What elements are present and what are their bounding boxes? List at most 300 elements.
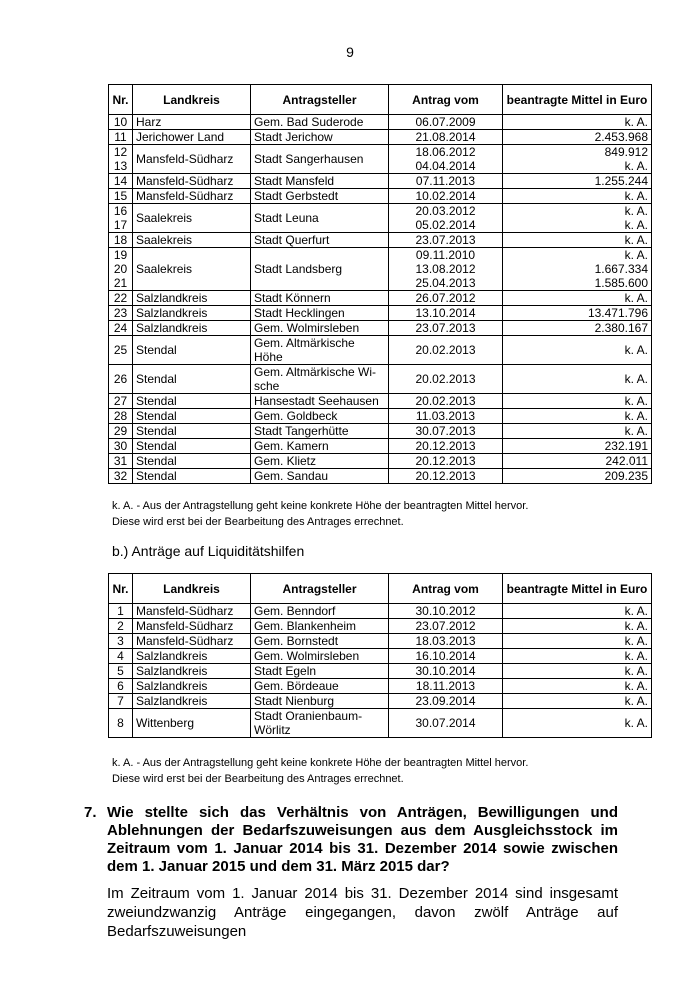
cell-nr xyxy=(109,694,133,709)
mittel-line: k. A. xyxy=(624,634,648,648)
header-antrag-vom: Antrag vom xyxy=(389,574,503,604)
cell-antrag-vom xyxy=(389,409,503,424)
antragsteller-line: Gem. Benndorf xyxy=(254,604,336,618)
cell-nr xyxy=(109,365,133,394)
mittel-line: k. A. xyxy=(624,218,648,232)
antragsteller-line: Hansestadt Seehausen xyxy=(254,394,379,408)
mittel-line: k. A. xyxy=(624,291,648,305)
cell-mittel xyxy=(503,189,652,204)
datum-line: 25.04.2013 xyxy=(415,276,476,290)
table-row xyxy=(109,174,652,189)
cell-antrag-vom xyxy=(389,604,503,619)
mittel-line: k. A. xyxy=(624,343,648,357)
cell-antragsteller xyxy=(251,204,389,233)
datum-line: 06.07.2009 xyxy=(415,115,476,129)
datum-line: 23.07.2013 xyxy=(415,321,476,335)
header-mittel: beantragte Mittel in Euro xyxy=(503,574,652,604)
table-row xyxy=(109,306,652,321)
cell-nr xyxy=(109,189,133,204)
cell-mittel xyxy=(503,709,652,738)
nr-line: 19 xyxy=(113,248,128,262)
cell-antrag-vom xyxy=(389,649,503,664)
cell-landkreis: Salzlandkreis xyxy=(133,649,251,664)
cell-landkreis: Harz xyxy=(133,115,251,130)
datum-line: 18.11.2013 xyxy=(415,679,476,693)
table-row xyxy=(109,365,652,394)
nr-line: 32 xyxy=(113,469,128,483)
cell-nr xyxy=(109,619,133,634)
cell-landkreis: Wittenberg xyxy=(133,709,251,738)
antragsteller-line: Gem. Goldbeck xyxy=(254,409,338,423)
table-row xyxy=(109,604,652,619)
cell-mittel xyxy=(503,649,652,664)
table-row xyxy=(109,189,652,204)
cell-antrag-vom xyxy=(389,174,503,189)
cell-mittel xyxy=(503,469,652,484)
nr-line: 11 xyxy=(114,130,127,144)
nr-line: 31 xyxy=(113,454,128,468)
cell-mittel xyxy=(503,619,652,634)
footnote-line: Diese wird erst bei der Bearbeitung des Antrages errechnet. xyxy=(112,773,404,785)
mittel-line: k. A. xyxy=(624,409,648,423)
cell-landkreis: Salzlandkreis xyxy=(133,291,251,306)
datum-line: 20.12.2013 xyxy=(415,469,476,483)
cell-antragsteller xyxy=(251,336,389,365)
datum-line: 23.09.2014 xyxy=(415,694,476,708)
mittel-line: k. A. xyxy=(624,394,648,408)
antragsteller-line: Stadt Könnern xyxy=(254,291,331,305)
cell-antragsteller xyxy=(251,306,389,321)
nr-line: 20 xyxy=(113,262,128,276)
cell-mittel xyxy=(503,130,652,145)
antragsteller-line: Gem. Altmärkische Höhe xyxy=(254,336,355,364)
cell-antragsteller xyxy=(251,424,389,439)
cell-antragsteller xyxy=(251,233,389,248)
answer-paragraph: Im Zeitraum vom 1. Januar 2014 bis 31. Dezember 2014 sind insgesamt zweiundzwanzig Anträge eingegangen, davon zwölf Anträge auf Bedarfszuweisungen xyxy=(107,885,618,940)
nr-line: 29 xyxy=(113,424,128,438)
cell-antrag-vom xyxy=(389,115,503,130)
header-antrag-vom: Antrag vom xyxy=(389,85,503,115)
nr-line: 14 xyxy=(113,174,128,188)
cell-nr xyxy=(109,321,133,336)
antragsteller-line: Gem. Bornstedt xyxy=(254,634,339,648)
nr-line: 17 xyxy=(113,218,128,232)
datum-line: 30.07.2013 xyxy=(415,424,476,438)
footnote-table2 xyxy=(112,755,528,787)
cell-antrag-vom xyxy=(389,145,503,174)
antragsteller-line: sche xyxy=(254,379,280,393)
cell-landkreis: Stendal xyxy=(133,336,251,365)
table-header-row xyxy=(109,85,652,115)
nr-line: 16 xyxy=(113,204,128,218)
section-heading-liquiditaetshilfen: b.) Anträge auf Liquiditätshilfen xyxy=(112,543,305,559)
cell-landkreis: Mansfeld-Südharz xyxy=(133,634,251,649)
cell-mittel xyxy=(503,336,652,365)
table-row xyxy=(109,394,652,409)
page-number: 9 xyxy=(346,44,354,60)
mittel-line: k. A. xyxy=(624,233,648,247)
cell-nr xyxy=(109,709,133,738)
cell-antragsteller xyxy=(251,248,389,291)
cell-antragsteller xyxy=(251,694,389,709)
cell-mittel xyxy=(503,321,652,336)
table-row xyxy=(109,634,652,649)
datum-line: 05.02.2014 xyxy=(415,218,476,232)
antragsteller-line: Stadt Mansfeld xyxy=(254,174,335,188)
table-row xyxy=(109,204,652,233)
mittel-line: 1.585.600 xyxy=(594,276,648,290)
cell-landkreis: Salzlandkreis xyxy=(133,679,251,694)
antragsteller-line: Gem. Bördeaue xyxy=(254,679,339,693)
mittel-line: k. A. xyxy=(624,694,648,708)
antragsteller-line: Stadt Querfurt xyxy=(254,233,330,247)
cell-mittel xyxy=(503,115,652,130)
cell-landkreis: Mansfeld-Südharz xyxy=(133,604,251,619)
cell-antragsteller xyxy=(251,174,389,189)
cell-antrag-vom xyxy=(389,439,503,454)
cell-nr xyxy=(109,439,133,454)
table-row xyxy=(109,145,652,174)
nr-line: 13 xyxy=(113,159,128,173)
cell-nr xyxy=(109,604,133,619)
cell-antrag-vom xyxy=(389,321,503,336)
cell-nr xyxy=(109,454,133,469)
cell-mittel xyxy=(503,233,652,248)
cell-mittel xyxy=(503,634,652,649)
header-landkreis: Landkreis xyxy=(133,85,251,115)
mittel-line: 232.191 xyxy=(604,439,648,453)
antragsteller-line: Gem. Altmärkische Wi- xyxy=(254,365,377,379)
nr-line: 12 xyxy=(113,145,128,159)
mittel-line: k. A. xyxy=(624,649,648,663)
antragsteller-line: Gem. Kamern xyxy=(254,439,329,453)
mittel-line: 2.380.167 xyxy=(594,321,648,335)
datum-line: 18.06.2012 xyxy=(415,145,476,159)
cell-antragsteller xyxy=(251,365,389,394)
cell-landkreis: Stendal xyxy=(133,454,251,469)
cell-antrag-vom xyxy=(389,454,503,469)
table-header-row xyxy=(109,574,652,604)
nr-line: 6 xyxy=(117,679,124,693)
question-text: Wie stellte sich das Verhältnis von Anträgen, Bewilligungen und Ablehnungen der Bedarfszuweisungen aus dem Ausgleichsstock im Zeitraum vom 1. Januar 2014 bis 31. Dezember 2014 sowie zwischen dem 1. Januar 2015 und dem 31. März 2015 dar? xyxy=(107,804,618,875)
nr-line: 4 xyxy=(117,649,124,663)
mittel-line: k. A. xyxy=(624,159,648,173)
cell-nr xyxy=(109,204,133,233)
antragsteller-line: Stadt Oranienbaum- xyxy=(254,709,363,723)
mittel-line: 209.235 xyxy=(604,469,648,483)
cell-mittel xyxy=(503,291,652,306)
mittel-line: k. A. xyxy=(624,424,648,438)
cell-mittel xyxy=(503,604,652,619)
cell-antrag-vom xyxy=(389,233,503,248)
cell-antrag-vom xyxy=(389,424,503,439)
cell-nr xyxy=(109,469,133,484)
table-row xyxy=(109,115,652,130)
table-row xyxy=(109,409,652,424)
cell-mittel xyxy=(503,679,652,694)
cell-landkreis: Salzlandkreis xyxy=(133,664,251,679)
datum-line: 16.10.2014 xyxy=(415,649,476,663)
nr-line: 3 xyxy=(117,634,124,648)
antragsteller-line: Wörlitz xyxy=(254,723,291,737)
datum-line: 20.03.2012 xyxy=(415,204,476,218)
cell-antragsteller xyxy=(251,649,389,664)
nr-line: 7 xyxy=(117,694,124,708)
cell-antrag-vom xyxy=(389,189,503,204)
cell-antrag-vom xyxy=(389,619,503,634)
cell-antragsteller xyxy=(251,604,389,619)
datum-line: 13.10.2014 xyxy=(415,306,476,320)
datum-line: 20.02.2013 xyxy=(415,372,476,386)
nr-line: 10 xyxy=(113,115,128,129)
mittel-line: k. A. xyxy=(624,716,648,730)
antragsteller-line: Gem. Blankenheim xyxy=(254,619,357,633)
cell-antragsteller xyxy=(251,469,389,484)
cell-mittel xyxy=(503,248,652,291)
mittel-line: k. A. xyxy=(624,604,648,618)
table-row xyxy=(109,248,652,291)
cell-antrag-vom xyxy=(389,694,503,709)
mittel-line: k. A. xyxy=(624,664,648,678)
cell-nr xyxy=(109,649,133,664)
liquiditaetshilfen-table xyxy=(108,573,652,738)
cell-nr xyxy=(109,130,133,145)
cell-antragsteller xyxy=(251,409,389,424)
cell-landkreis: Stendal xyxy=(133,469,251,484)
nr-line: 2 xyxy=(117,619,124,633)
nr-line: 25 xyxy=(113,343,128,357)
mittel-line: 13.471.796 xyxy=(587,306,648,320)
datum-line: 10.02.2014 xyxy=(415,189,476,203)
cell-antragsteller xyxy=(251,709,389,738)
cell-landkreis: Saalekreis xyxy=(133,233,251,248)
datum-line: 30.10.2012 xyxy=(415,604,476,618)
bedarfszuweisungen-table xyxy=(108,84,652,484)
cell-antragsteller xyxy=(251,619,389,634)
datum-line: 30.10.2014 xyxy=(415,664,476,678)
cell-landkreis: Salzlandkreis xyxy=(133,694,251,709)
cell-nr xyxy=(109,634,133,649)
table-row xyxy=(109,709,652,738)
table-row xyxy=(109,679,652,694)
datum-line: 23.07.2012 xyxy=(415,619,476,633)
antragsteller-line: Stadt Nienburg xyxy=(254,694,335,708)
cell-nr xyxy=(109,664,133,679)
cell-nr xyxy=(109,306,133,321)
cell-antragsteller xyxy=(251,454,389,469)
mittel-line: 242.011 xyxy=(605,454,648,468)
cell-nr xyxy=(109,409,133,424)
antragsteller-line: Stadt Gerbstedt xyxy=(254,189,339,203)
cell-landkreis: Stendal xyxy=(133,365,251,394)
antragsteller-line: Gem. Wolmirsleben xyxy=(254,321,360,335)
mittel-line: k. A. xyxy=(624,679,648,693)
datum-line: 26.07.2012 xyxy=(415,291,476,305)
nr-line: 26 xyxy=(113,372,128,386)
antragsteller-line: Gem. Bad Suderode xyxy=(254,115,364,129)
cell-antragsteller xyxy=(251,291,389,306)
datum-line: 11.03.2013 xyxy=(415,409,476,423)
mittel-line: 1.667.334 xyxy=(594,262,648,276)
antragsteller-line: Stadt Leuna xyxy=(254,211,319,225)
datum-line: 04.04.2014 xyxy=(415,159,476,173)
table-row xyxy=(109,649,652,664)
cell-antrag-vom xyxy=(389,336,503,365)
cell-antragsteller xyxy=(251,115,389,130)
cell-antragsteller xyxy=(251,439,389,454)
header-mittel: beantragte Mittel in Euro xyxy=(503,85,652,115)
antragsteller-line: Stadt Jerichow xyxy=(254,130,333,144)
cell-landkreis: Saalekreis xyxy=(133,204,251,233)
cell-mittel xyxy=(503,454,652,469)
cell-antragsteller xyxy=(251,634,389,649)
cell-landkreis: Mansfeld-Südharz xyxy=(133,145,251,174)
cell-antrag-vom xyxy=(389,469,503,484)
cell-antrag-vom xyxy=(389,204,503,233)
cell-antrag-vom xyxy=(389,291,503,306)
mittel-line: 849.912 xyxy=(604,145,648,159)
cell-landkreis: Mansfeld-Südharz xyxy=(133,174,251,189)
cell-nr xyxy=(109,336,133,365)
datum-line: 07.11.2013 xyxy=(415,174,476,188)
table-row xyxy=(109,233,652,248)
antragsteller-line: Stadt Hecklingen xyxy=(254,306,345,320)
cell-landkreis: Stendal xyxy=(133,424,251,439)
table-row xyxy=(109,619,652,634)
header-landkreis: Landkreis xyxy=(133,574,251,604)
mittel-line: k. A. xyxy=(624,204,648,218)
nr-line: 18 xyxy=(113,233,128,247)
mittel-line: k. A. xyxy=(624,248,648,262)
cell-antrag-vom xyxy=(389,394,503,409)
cell-landkreis: Saalekreis xyxy=(133,248,251,291)
nr-line: 28 xyxy=(113,409,128,423)
footnote-line: Diese wird erst bei der Bearbeitung des Antrages errechnet. xyxy=(112,516,404,528)
datum-line: 09.11.2010 xyxy=(415,248,476,262)
header-nr: Nr. xyxy=(109,574,133,604)
cell-mittel xyxy=(503,204,652,233)
header-nr: Nr. xyxy=(109,85,133,115)
question-number: 7. xyxy=(84,804,97,821)
question-7 xyxy=(84,804,618,876)
datum-line: 18.03.2013 xyxy=(415,634,476,648)
cell-landkreis: Stendal xyxy=(133,439,251,454)
cell-mittel xyxy=(503,145,652,174)
table-row xyxy=(109,130,652,145)
nr-line: 22 xyxy=(113,291,128,305)
datum-line: 20.12.2013 xyxy=(415,454,476,468)
table-row xyxy=(109,469,652,484)
antragsteller-line: Gem. Wolmirsleben xyxy=(254,649,360,663)
cell-landkreis: Jerichower Land xyxy=(133,130,251,145)
table-row xyxy=(109,321,652,336)
antragsteller-line: Gem. Klietz xyxy=(254,454,317,468)
cell-antrag-vom xyxy=(389,709,503,738)
table-row xyxy=(109,694,652,709)
cell-mittel xyxy=(503,664,652,679)
table-row xyxy=(109,454,652,469)
cell-nr xyxy=(109,145,133,174)
cell-mittel xyxy=(503,306,652,321)
mittel-line: k. A. xyxy=(624,189,648,203)
nr-line: 27 xyxy=(113,394,128,408)
mittel-line: k. A. xyxy=(624,619,648,633)
cell-antragsteller xyxy=(251,130,389,145)
table-row xyxy=(109,291,652,306)
footnote-line: k. A. - Aus der Antragstellung geht keine konkrete Höhe der beantragten Mittel hervor. xyxy=(112,757,529,769)
mittel-line: k. A. xyxy=(624,372,648,386)
cell-antrag-vom xyxy=(389,130,503,145)
mittel-line: k. A. xyxy=(624,115,648,129)
cell-antragsteller xyxy=(251,189,389,204)
cell-landkreis: Mansfeld-Südharz xyxy=(133,619,251,634)
cell-nr xyxy=(109,233,133,248)
cell-antragsteller xyxy=(251,321,389,336)
nr-line: 30 xyxy=(113,439,128,453)
cell-antragsteller xyxy=(251,664,389,679)
cell-mittel xyxy=(503,409,652,424)
datum-line: 21.08.2014 xyxy=(415,130,476,144)
cell-nr xyxy=(109,291,133,306)
table-row xyxy=(109,439,652,454)
mittel-line: 2.453.968 xyxy=(594,130,648,144)
cell-nr xyxy=(109,248,133,291)
cell-nr xyxy=(109,394,133,409)
cell-landkreis: Salzlandkreis xyxy=(133,306,251,321)
cell-mittel xyxy=(503,424,652,439)
cell-antragsteller xyxy=(251,394,389,409)
cell-antrag-vom xyxy=(389,365,503,394)
cell-mittel xyxy=(503,365,652,394)
datum-line: 13.08.2012 xyxy=(415,262,476,276)
cell-landkreis: Mansfeld-Südharz xyxy=(133,189,251,204)
cell-nr xyxy=(109,424,133,439)
nr-line: 21 xyxy=(113,276,128,290)
antragsteller-line: Gem. Sandau xyxy=(254,469,329,483)
table-row xyxy=(109,424,652,439)
cell-antrag-vom xyxy=(389,306,503,321)
antragsteller-line: Stadt Landsberg xyxy=(254,262,343,276)
table-row xyxy=(109,336,652,365)
datum-line: 20.02.2013 xyxy=(415,343,476,357)
footnote-table1 xyxy=(112,498,528,530)
cell-landkreis: Stendal xyxy=(133,409,251,424)
cell-antrag-vom xyxy=(389,248,503,291)
antragsteller-line: Stadt Tangerhütte xyxy=(254,424,349,438)
cell-mittel xyxy=(503,439,652,454)
cell-landkreis: Salzlandkreis xyxy=(133,321,251,336)
mittel-line: 1.255.244 xyxy=(594,174,648,188)
datum-line: 20.02.2013 xyxy=(415,394,476,408)
nr-line: 23 xyxy=(113,306,128,320)
nr-line: 5 xyxy=(117,664,124,678)
antragsteller-line: Stadt Egeln xyxy=(254,664,317,678)
cell-antragsteller xyxy=(251,679,389,694)
nr-line: 15 xyxy=(113,189,128,203)
header-antragsteller: Antragsteller xyxy=(251,85,389,115)
nr-line: 1 xyxy=(117,604,124,618)
cell-nr xyxy=(109,679,133,694)
antragsteller-line: Stadt Sangerhausen xyxy=(254,152,364,166)
cell-nr xyxy=(109,115,133,130)
footnote-line: k. A. - Aus der Antragstellung geht keine konkrete Höhe der beantragten Mittel hervor. xyxy=(112,500,529,512)
header-antragsteller: Antragsteller xyxy=(251,574,389,604)
cell-landkreis: Stendal xyxy=(133,394,251,409)
cell-nr xyxy=(109,174,133,189)
cell-mittel xyxy=(503,174,652,189)
datum-line: 20.12.2013 xyxy=(415,439,476,453)
nr-line: 8 xyxy=(117,716,124,730)
